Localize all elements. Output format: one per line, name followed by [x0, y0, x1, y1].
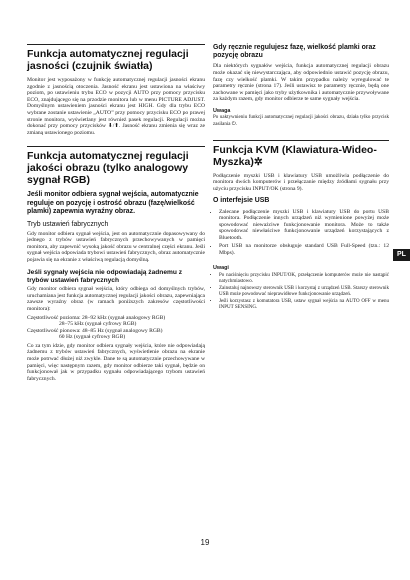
phase-title: Gdy ręcznie regulujesz fazę, wielkość plamki oraz pozycję obrazu — [213, 44, 376, 60]
subsection-title-preset: Tryb ustawień fabrycznych — [27, 220, 109, 228]
freq-horizontal-digital: 28–75 kHz (sygnał cyfrowy RGB) — [59, 321, 137, 328]
subsection-title-no-match: Jeśli sygnały wejścia nie odpowiadają żadnemu z trybów ustawień fabrycznych — [27, 268, 183, 284]
left-column — [27, 0, 205, 384]
section-title-auto-quality: Funkcja automatycznej regulacji jakości obrazu (tylko analogowy sygnał RGB) — [27, 150, 189, 187]
note-body: Po uaktywnieniu funkcji automatycznej regulacji jakości obrazu, działa tylko przycisk zasilania ⏻. — [213, 115, 389, 127]
language-tab: PL — [393, 249, 410, 261]
note-title: Uwaga — [213, 107, 231, 114]
freq-horizontal: Częstotliwość pozioma: 28–92 kHz (sygnał analogowy RGB) — [27, 314, 166, 321]
auto-brightness-body: Monitor jest wyposażony w funkcję automatycznej regulacji jasności ekranu zgodnie z jasnością otoczenia. Jasność ekranu jest ustawiona na właściwy poziom, po ustawieniu trybu ECO w pozycji AUTO przy pomocy przycisku ECO, znajdującego się na przodzie monitora lub w menu PICTURE ADJUST. Domyślnym ustawieniem jasności ekranu jest HIGH. Gdy dla trybu ECO wybrane zostanie ustawienie „AUTO” przy pomocy przycisku ECO po prawej stronie monitora, wyświetlany jest również pasek regulacji. Regulacji można dokonać przy pomocy przycisków ⬇/⬆. Jasność ekranu zmienia się wraz ze zmianą ustawionego poziomu. — [27, 77, 205, 136]
section-divider — [27, 146, 205, 147]
freq-vertical-digital: 60 Hz (sygnał cyfrowy RGB) — [59, 334, 126, 341]
section-divider — [27, 44, 205, 45]
section-title-kvm: Funkcja KVM (Klawiatura-Wideo-Myszka)✲ — [213, 143, 377, 168]
notes-title: Uwagi — [213, 265, 229, 272]
usb-title: O interfejsie USB — [213, 197, 270, 205]
auto-quality-intro: Jeśli monitor odbiera sygnał wejścia, automatycznie reguluje on pozycję i ostrość obrazu (fazę/wielkość plamki) zapewnia wyraźny obraz. — [27, 191, 199, 215]
notes-list — [213, 273, 389, 311]
list-item: • Zalecane podłączenie myszki USB i klawiatury USB do portu USB monitora. Podłączenie innych urządzeń niż wymienione powyżej może spowodować nieważciwe funkcjonowanie monitora. Może to także spowodować niewłaściwe funkcjonowanie urządzeń korzystających z Bluetooth. — [219, 209, 389, 242]
usb-bullet-list — [213, 209, 389, 257]
phase-body: Dla niektórych sygnałów wejścia, funkcja automatycznej regulacji obrazu może okazać się niewystarczająca, aby odpowiednio ustawić pozycję obrazu, fazę czy wielkość plamki. W takim przypadku należy wyregulować te parametry ręcznie (strona 17). Jeśli ustawisz te parametry ręcznie, będą one zachowane w pamięci jako tryby użytkownika i automatycznie przywoływane za każdym razem, gdy monitor odbierze te same sygnały wejścia. — [213, 63, 389, 103]
right-column — [213, 0, 389, 312]
no-match-body-2: Co za tym idzie, gdy monitor odbiera sygnały wejścia, które nie odpowiadają żadnemu z trybów ustawień fabrycznych, wyświetlenie obrazu na ekranie może potrwać dłużej niż zwykle. Dane te są automatycznie przechowywane w pamięci, więc następnym razem, gdy monitor odbierze taki sygnał, będzie on funkcjonował jak w przypadku sygnału odpowiadającego trybom ustawień fabrycznych. — [27, 342, 205, 382]
list-item: • Po naciśnięciu przycisku INPUT/OK, przełączenie komputerów może nie nastąpić natychmiastowo. — [219, 273, 389, 285]
kvm-body: Podłączenie myszki USB i klawiatury USB umożliwia podłączenie do monitora dwóch komputerów i przełączanie między źródłami sygnału przy użyciu przycisku INPUT/OK (strona 9). — [213, 172, 389, 192]
list-item: • Port USB na monitorze obsługuje standard USB Full-Speed (tzn.: 12 Mbps). — [219, 243, 389, 256]
list-item: • Zainstaluj najnowszy sterownik USB i korzystaj z urządzeń USB. Starszy sterownik USB może powodować nieprawidłowe funkcjonowanie urządzeń. — [219, 286, 389, 298]
section-divider — [213, 140, 389, 141]
freq-vertical: Częstotliwość pionowa: 48–85 Hz (sygnał analogowy RGB) — [27, 327, 163, 334]
section-title-auto-brightness: Funkcja automatycznej regulacji jasności (czujnik światła) — [27, 48, 189, 72]
no-match-body: Gdy monitor odbiera sygnał wejścia, który odbiega od domyślnych trybów, uruchamiana jest funkcja automatycznej regulacji jakości obrazu, zapewniająca zawsze wyraźny obraz (w ramach poniższych zakresów częstotliwości monitora): — [27, 286, 205, 312]
list-item: • Jeśli korzystasz z komutatora USB, ustaw sygnał wejścia na AUTO OFF w menu INPUT SENSING. — [219, 299, 389, 311]
page-number: 19 — [200, 538, 210, 547]
preset-body: Gdy monitor odbiera sygnał wejścia, jest on automatycznie dopasowywany do jednego z trybów ustawień fabrycznych przechowywanych w pamięci monitora, aby zapewnić wysoką jakość obrazu w centralnej części ekranu. Jeśli sygnał wejścia odpowiada trybowi ustawień fabrycznych, obraz automatycznie pojawia się na ekranie z właściwą regulacją domyślną. — [27, 230, 205, 264]
